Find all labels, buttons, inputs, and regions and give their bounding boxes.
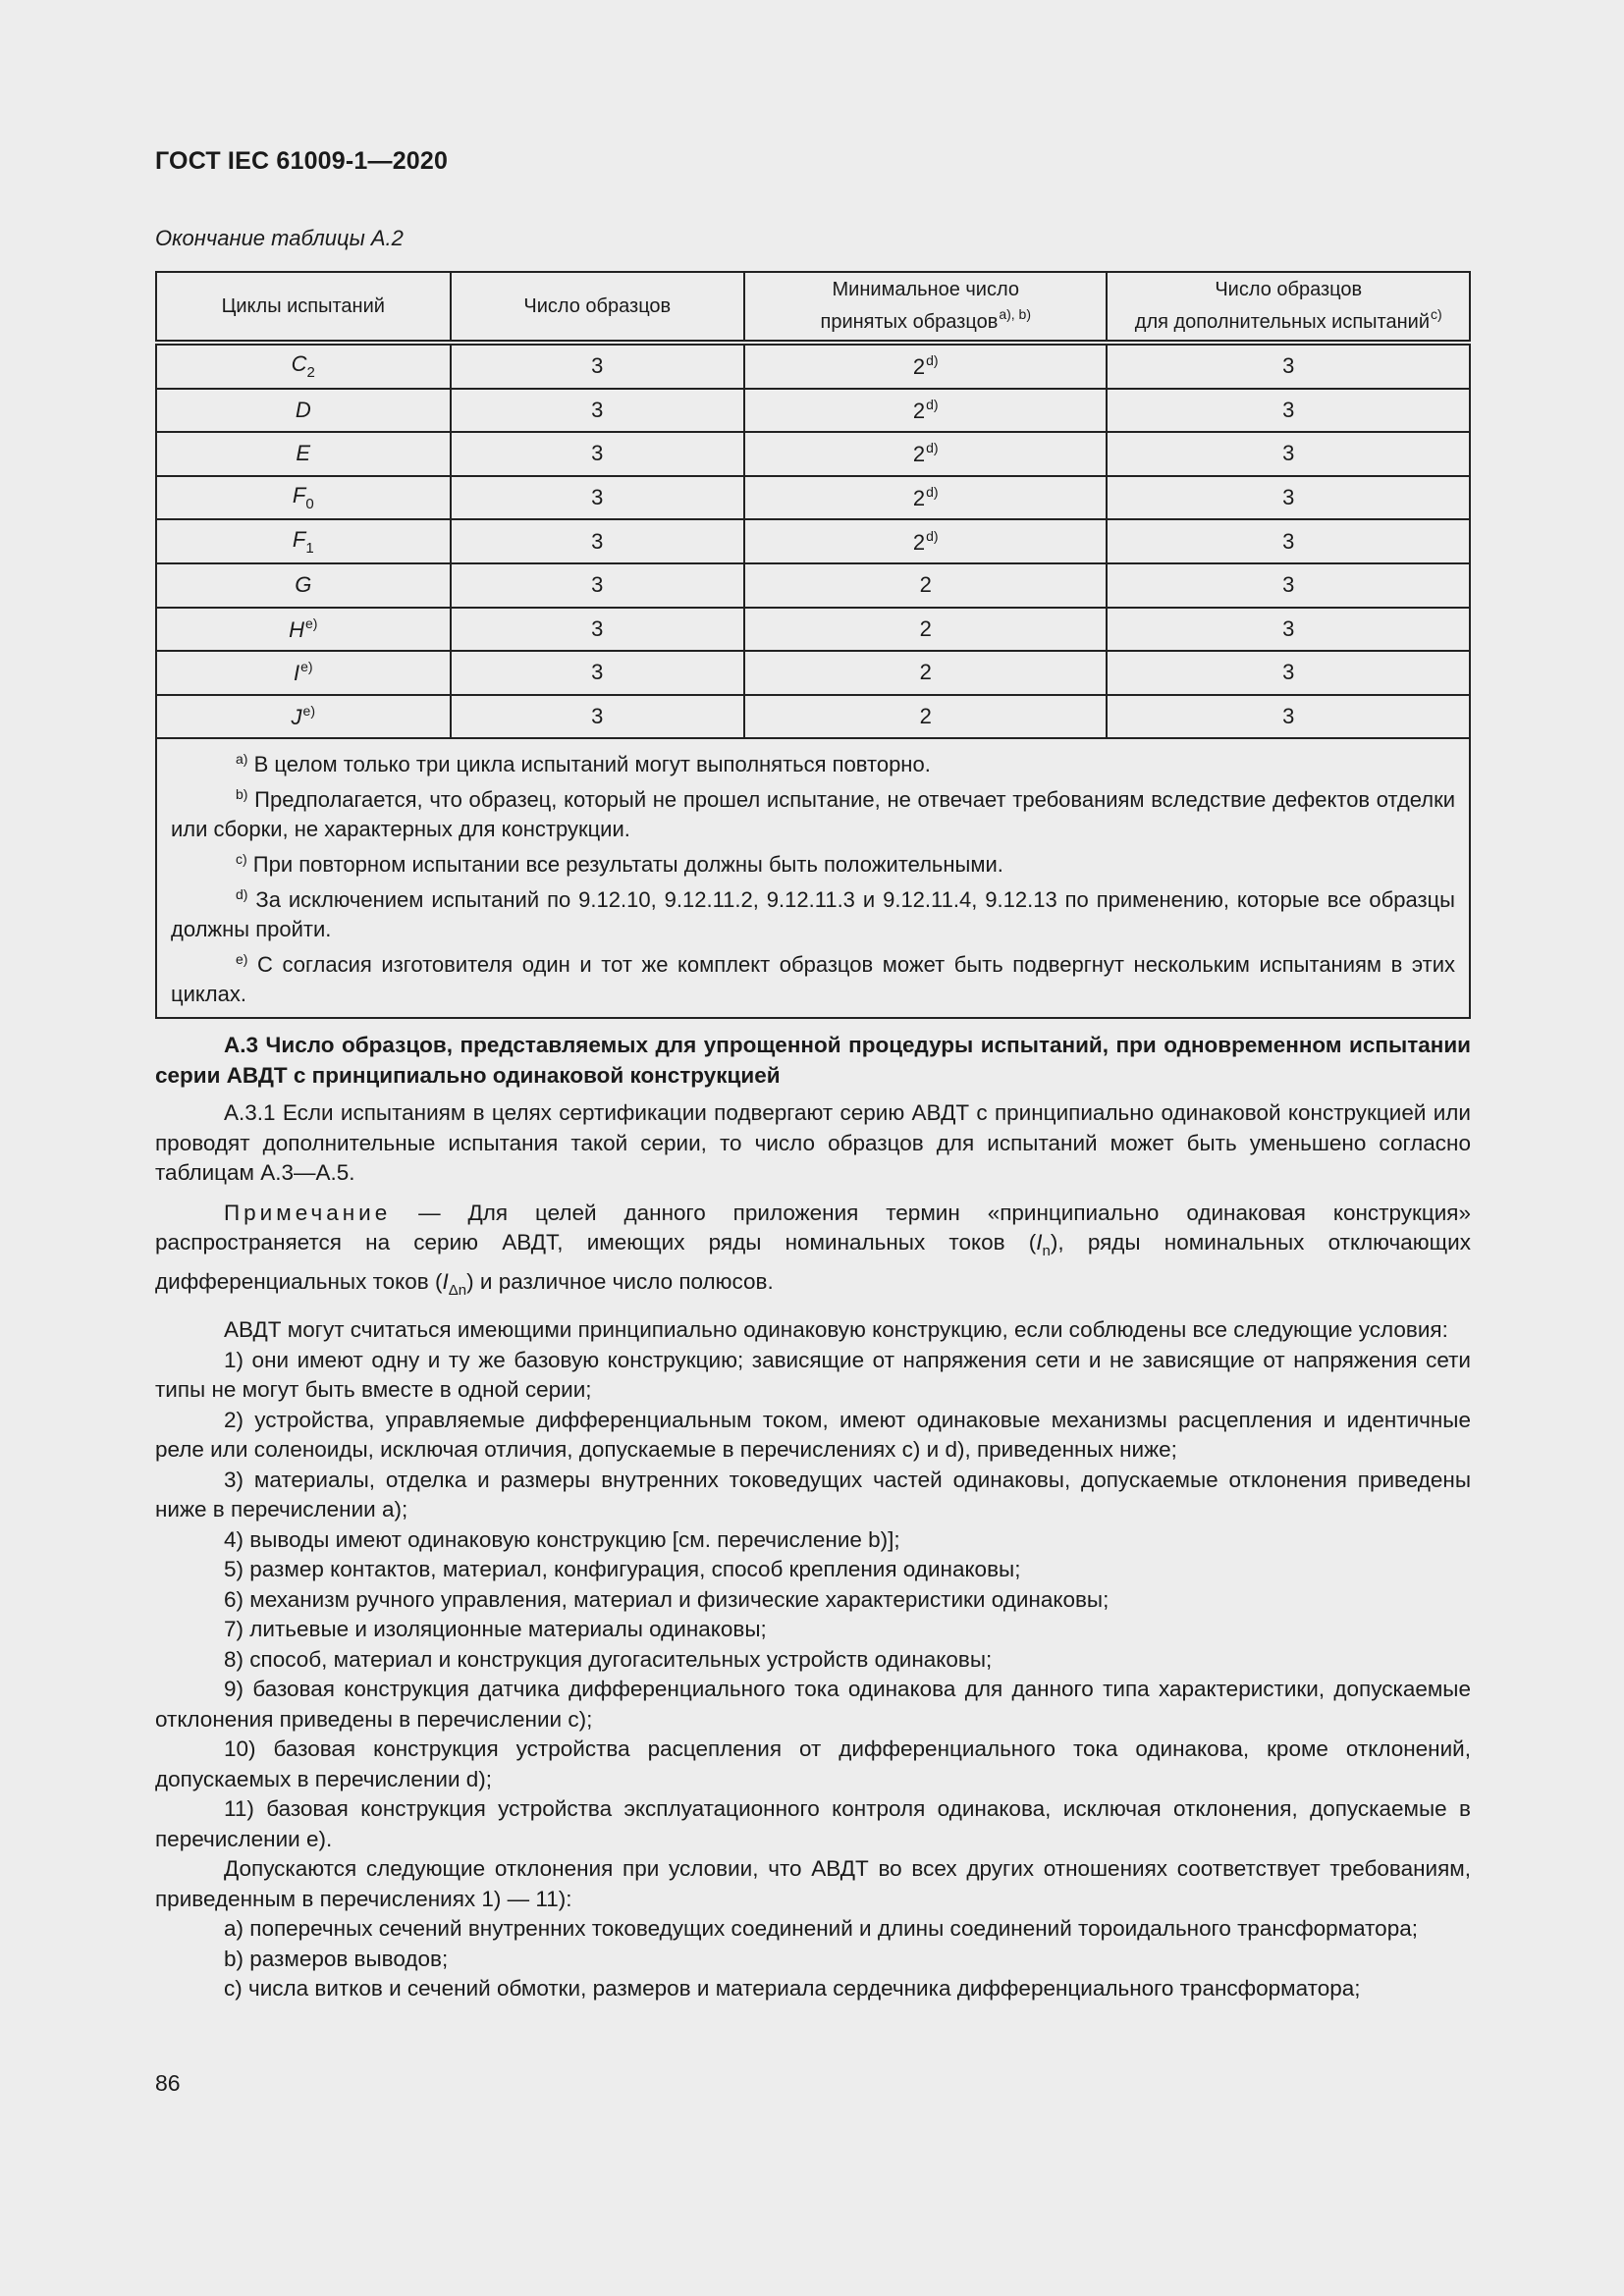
cell-test-cycle: $H^{e)}$ [156, 608, 451, 652]
cell-test-cycle: $F_0$ [156, 476, 451, 520]
cell-additional-tests: 3 [1107, 519, 1470, 563]
cell-test-cycle: $J^{e)}$ [156, 695, 451, 739]
condition-item: 1) они имеют одну и ту же базовую конструкцию; зависящие от напряжения сети и не зависящие от напряжения сети типы не могут быть вместе в одной серии; [155, 1347, 1471, 1402]
header-min-accepted: Минимальное число принятых образцов$^{a), b)}$ [744, 272, 1107, 341]
cell-sample-count: 3 [451, 519, 745, 563]
cell-additional-tests: 3 [1107, 608, 1470, 652]
conditions-list [155, 1346, 1471, 1855]
cell-min-accepted: 2$^{d)}$ [744, 476, 1107, 520]
cell-min-accepted: 2 [744, 651, 1107, 695]
footnote: $^{d)}$ За исключением испытаний по 9.12.10, 9.12.11.2, 9.12.11.3 и 9.12.11.4, 9.12.13 по применению, которые все образцы должны пройти. [171, 886, 1455, 942]
cell-min-accepted: 2 [744, 695, 1107, 739]
cell-sample-count: 3 [451, 389, 745, 433]
cell-test-cycle: D [156, 389, 451, 433]
standard-title: ГОСТ IEC 61009-1—2020 [155, 147, 449, 175]
cell-sample-count: 3 [451, 608, 745, 652]
cell-sample-count: 3 [451, 695, 745, 739]
cell-test-cycle: G [156, 563, 451, 608]
table-row [156, 695, 1470, 739]
deviations-intro: Допускаются следующие отклонения при условии, что АВДТ во всех других отношениях соответствует требованиям, приведенным в перечислениях 1) — 11): [155, 1856, 1471, 1911]
cell-min-accepted: 2$^{d)}$ [744, 432, 1107, 476]
table-row [156, 608, 1470, 652]
table-header-row [156, 272, 1470, 341]
cell-sample-count: 3 [451, 651, 745, 695]
deviation-item: b) размеров выводов; [224, 1946, 449, 1971]
condition-item: 3) материалы, отделка и размеры внутренних токоведущих частей одинаковы, допускаемые отклонения приведены ниже в перечислении а); [155, 1467, 1471, 1522]
cell-additional-tests: 3 [1107, 345, 1470, 389]
footnotes-row [156, 738, 1470, 1018]
cell-additional-tests: 3 [1107, 389, 1470, 433]
condition-item: 6) механизм ручного управления, материал и физические характеристики одинаковы; [224, 1586, 1110, 1612]
cell-min-accepted: 2$^{d)}$ [744, 389, 1107, 433]
condition-item: 7) литьевые и изоляционные материалы одинаковы; [224, 1617, 767, 1641]
table-row [156, 651, 1470, 695]
deviation-item: а) поперечных сечений внутренних токоведущих соединений и длины соединений тороидального трансформатора; [224, 1916, 1418, 1941]
condition-item: 8) способ, материал и конструкция дугогасительных устройств одинаковы; [224, 1646, 993, 1672]
cell-test-cycle: $F_1$ [156, 519, 451, 563]
cell-sample-count: 3 [451, 432, 745, 476]
cell-additional-tests: 3 [1107, 476, 1470, 520]
table-row [156, 389, 1470, 433]
cell-min-accepted: 2$^{d)}$ [744, 345, 1107, 389]
footnote: $^{a)}$ В целом только три цикла испытаний могут выполняться повторно. [236, 751, 931, 777]
cell-additional-tests: 3 [1107, 651, 1470, 695]
condition-item: 9) базовая конструкция датчика дифференциального тока одинакова для данного типа характеристики, допускаемые отклонения приведены в перечислении с); [155, 1677, 1471, 1732]
table-row [156, 476, 1470, 520]
cell-min-accepted: 2$^{d)}$ [744, 519, 1107, 563]
footnote: $^{b)}$ Предполагается, что образец, который не прошел испытание, не отвечает требованиям вследствие дефектов отделки или сборки, не характерных для конструкции. [171, 786, 1455, 842]
table-body [156, 345, 1470, 738]
condition-item: 5) размер контактов, материал, конфигурация, способ крепления одинаковы; [224, 1557, 1021, 1581]
condition-item: 2) устройства, управляемые дифференциальным током, имеют одинаковые механизмы расцепления и идентичные реле или соленоиды, исключая отличия, допускаемые в перечислениях с) и d), приведенных ниже; [155, 1407, 1471, 1462]
deviations-list [155, 1914, 1471, 2004]
cell-additional-tests: 3 [1107, 432, 1470, 476]
cell-additional-tests: 3 [1107, 695, 1470, 739]
cell-additional-tests: 3 [1107, 563, 1470, 608]
section-heading: А.3 Число образцов, представляемых для упрощенной процедуры испытаний, при одновременном испытании серии АВДТ с принципиально одинаковой конструкцией [155, 1033, 1471, 1088]
deviation-item: с) числа витков и сечений обмотки, размеров и материала сердечника дифференциального трансформатора; [224, 1976, 1361, 2001]
table-row [156, 519, 1470, 563]
cell-test-cycle: E [156, 432, 451, 476]
condition-item: 4) выводы имеют одинаковую конструкцию [см. перечисление b)]; [224, 1526, 900, 1552]
cell-min-accepted: 2 [744, 608, 1107, 652]
section-body [155, 1031, 1471, 2004]
cell-test-cycle: $I^{e)}$ [156, 651, 451, 695]
cell-sample-count: 3 [451, 563, 745, 608]
paragraph-a31: А.3.1 Если испытаниям в целях сертификации подвергают серию АВДТ с принципиально одинаковой конструкцией или проводят дополнительные испытания такой серии, то число образцов для испытаний может быть уменьшено согласно таблицам А.3—А.5. [155, 1100, 1471, 1185]
condition-item: 10) базовая конструкция устройства расцепления от дифференциального тока одинакова, кроме отклонений, допускаемых в перечислении d); [155, 1736, 1471, 1791]
condition-item: 11) базовая конструкция устройства эксплуатационного контроля одинакова, исключая отклонения, допускаемые в перечислении е). [155, 1796, 1471, 1851]
conditions-intro: АВДТ могут считаться имеющими принципиально одинаковую конструкцию, если соблюдены все следующие условия: [224, 1317, 1448, 1342]
table-row [156, 345, 1470, 389]
cell-min-accepted: 2 [744, 563, 1107, 608]
header-additional-tests: Число образцов для дополнительных испытаний$^{c)}$ [1107, 272, 1470, 341]
cell-sample-count: 3 [451, 345, 745, 389]
cell-test-cycle: $C_2$ [156, 345, 451, 389]
page-number: 86 [155, 2070, 181, 2096]
cell-sample-count: 3 [451, 476, 745, 520]
table-row [156, 432, 1470, 476]
header-sample-count: Число образцов [451, 272, 745, 341]
note-paragraph: Примечание — Для целей данного приложения термин «принципиально одинаковая конструкция» распространяется на серию АВДТ, имеющих ряды номинальных токов $(I_n)$, ряды номинальных отключающих дифференциальных токов $(I_{\Delta n})$ и различное число полюсов. [155, 1200, 1471, 1299]
samples-table [155, 271, 1471, 1019]
header-test-cycles: Циклы испытаний [156, 272, 451, 341]
table-footnotes [156, 738, 1470, 1018]
footnote: $^{e)}$ С согласия изготовителя один и тот же комплект образцов может быть подвергнут нескольким испытаниям в этих циклах. [171, 951, 1455, 1007]
table-caption: Окончание таблицы А.2 [155, 226, 404, 250]
table-row [156, 563, 1470, 608]
footnote: $^{c)}$ При повторном испытании все результаты должны быть положительными. [236, 851, 1003, 878]
